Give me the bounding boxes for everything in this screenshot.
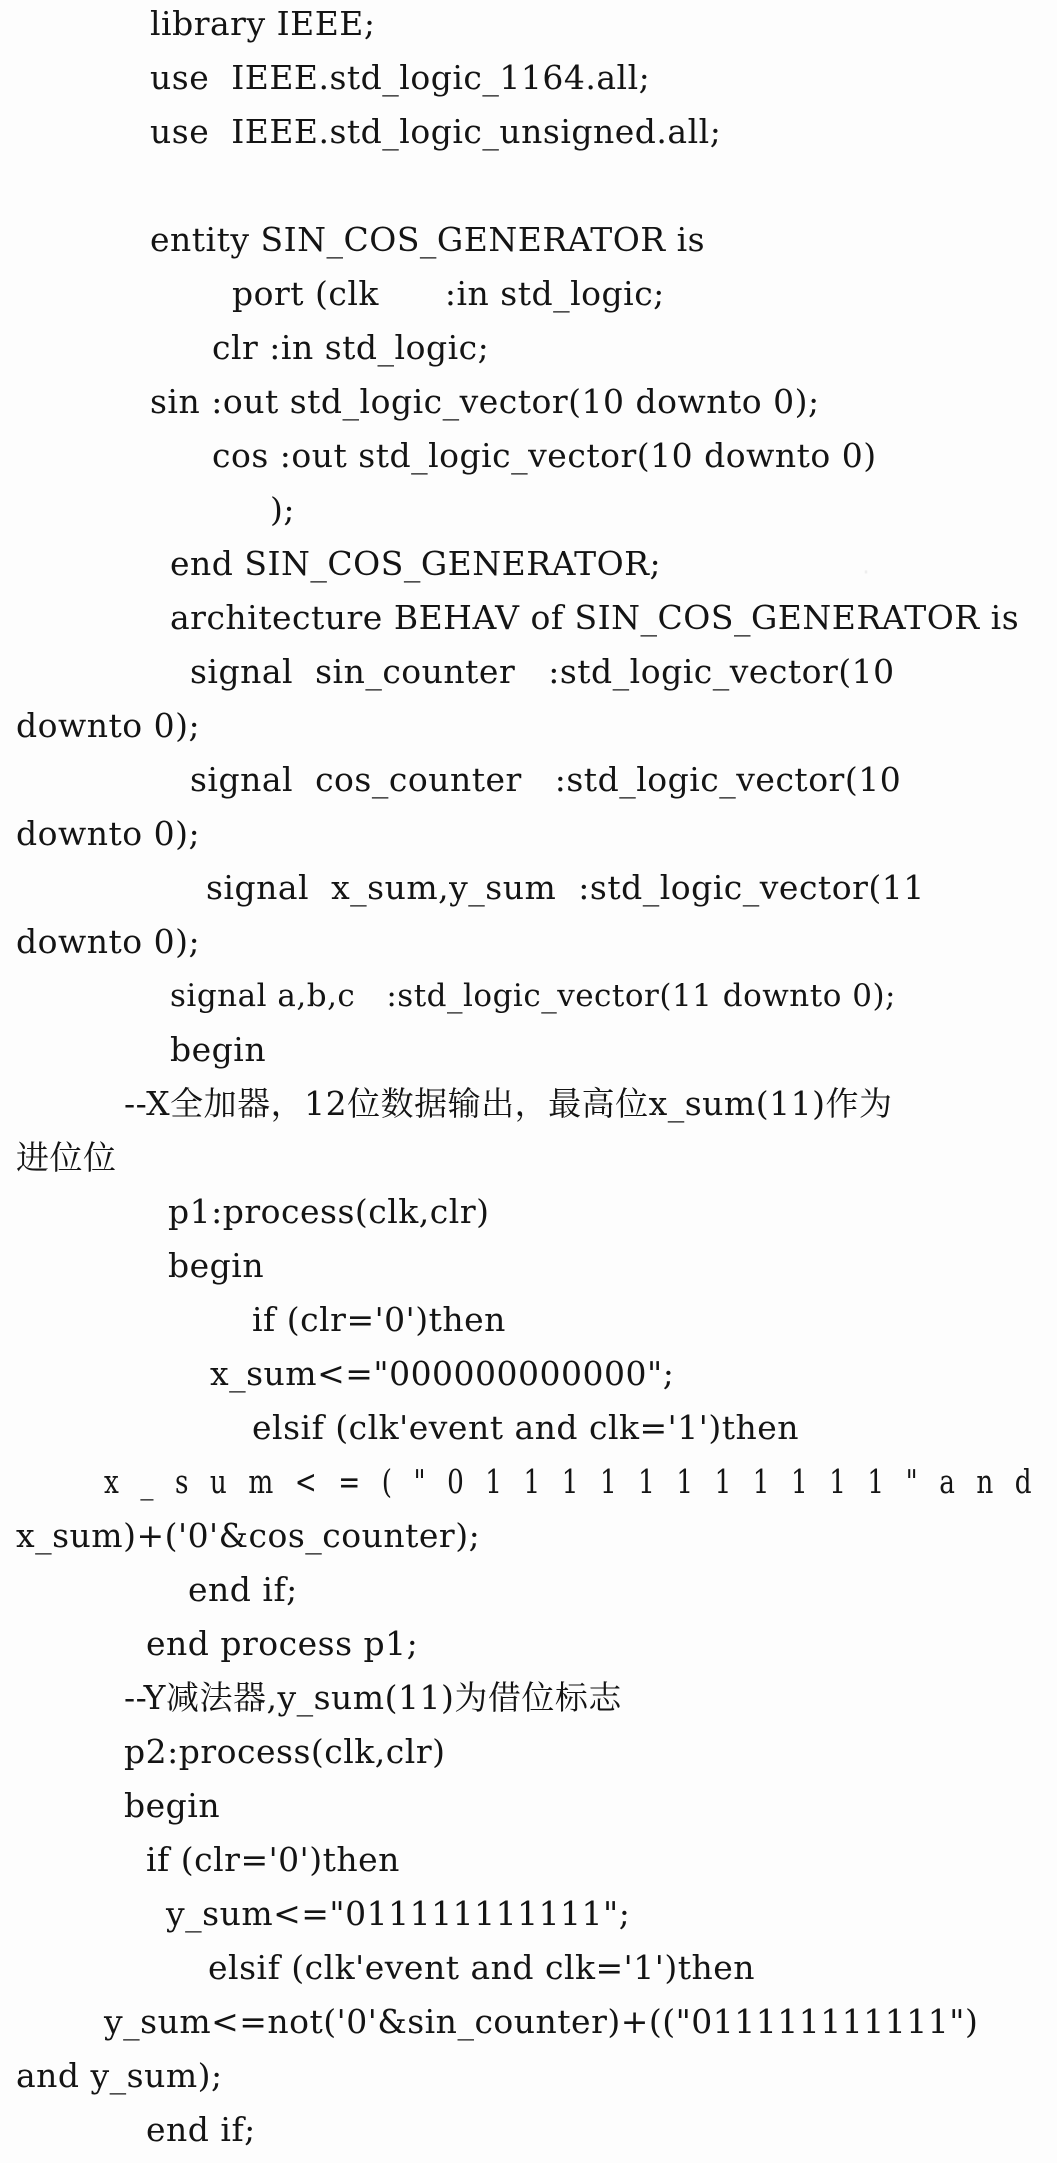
code-line: entity SIN_COS_GENERATOR is [150, 220, 706, 259]
bleed-through-mark: · [860, 560, 873, 584]
code-line: if (clr='0')then [252, 1300, 506, 1339]
code-line: clr :in std_logic; [212, 328, 490, 367]
code-line: downto 0); [16, 706, 201, 745]
code-line: end process p1; [146, 1624, 419, 1663]
code-line: signal sin_counter :std_logic_vector(10 [190, 652, 895, 691]
code-line: ); [270, 490, 295, 529]
code-line: end SIN_COS_GENERATOR; [170, 544, 662, 583]
code-line: 进位位 [16, 1138, 117, 1177]
code-line: y_sum<="011111111111"; [166, 1894, 631, 1933]
code-line: end if; [146, 2110, 256, 2149]
code-line: use IEEE.std_logic_1164.all; [150, 58, 651, 97]
code-line: if (clr='0')then [146, 1840, 400, 1879]
code-line: cos :out std_logic_vector(10 downto 0) [212, 436, 877, 475]
code-line: architecture BEHAV of SIN_COS_GENERATOR is [170, 598, 1020, 637]
code-line: downto 0); [16, 814, 201, 853]
code-line: p2:process(clk,clr) [124, 1732, 446, 1771]
code-line: and y_sum); [16, 2056, 223, 2095]
code-line: sin :out std_logic_vector(10 downto 0); [150, 382, 820, 421]
code-line: signal a,b,c :std_logic_vector(11 downto 0); [170, 978, 896, 1014]
code-line: elsif (clk'event and clk='1')then [208, 1948, 755, 1987]
code-line: elsif (clk'event and clk='1')then [252, 1408, 799, 1447]
code-line: end if; [188, 1570, 298, 1609]
code-line: library IEEE; [150, 4, 376, 43]
code-line: begin [168, 1246, 265, 1285]
code-line: x_sum<=("011111111111"and [104, 1462, 1054, 1501]
code-line: signal cos_counter :std_logic_vector(10 [190, 760, 902, 799]
code-line: x_sum)+('0'&cos_counter); [16, 1516, 481, 1555]
code-line: x_sum<="000000000000"; [210, 1354, 675, 1393]
code-line: port (clk :in std_logic; [232, 274, 665, 313]
code-line: begin [170, 1030, 267, 1069]
code-line: --Y减法器,y_sum(11)为借位标志 [124, 1678, 622, 1717]
code-line: signal x_sum,y_sum :std_logic_vector(11 [206, 868, 925, 907]
code-line: y_sum<=not('0'&sin_counter)+(("011111111111") [104, 2002, 979, 2041]
code-line: p1:process(clk,clr) [168, 1192, 490, 1231]
code-line: use IEEE.std_logic_unsigned.all; [150, 112, 722, 151]
code-line: --X全加器，12位数据输出，最高位x_sum(11)作为 [124, 1084, 893, 1123]
code-line: downto 0); [16, 922, 201, 961]
code-line: begin [124, 1786, 221, 1825]
